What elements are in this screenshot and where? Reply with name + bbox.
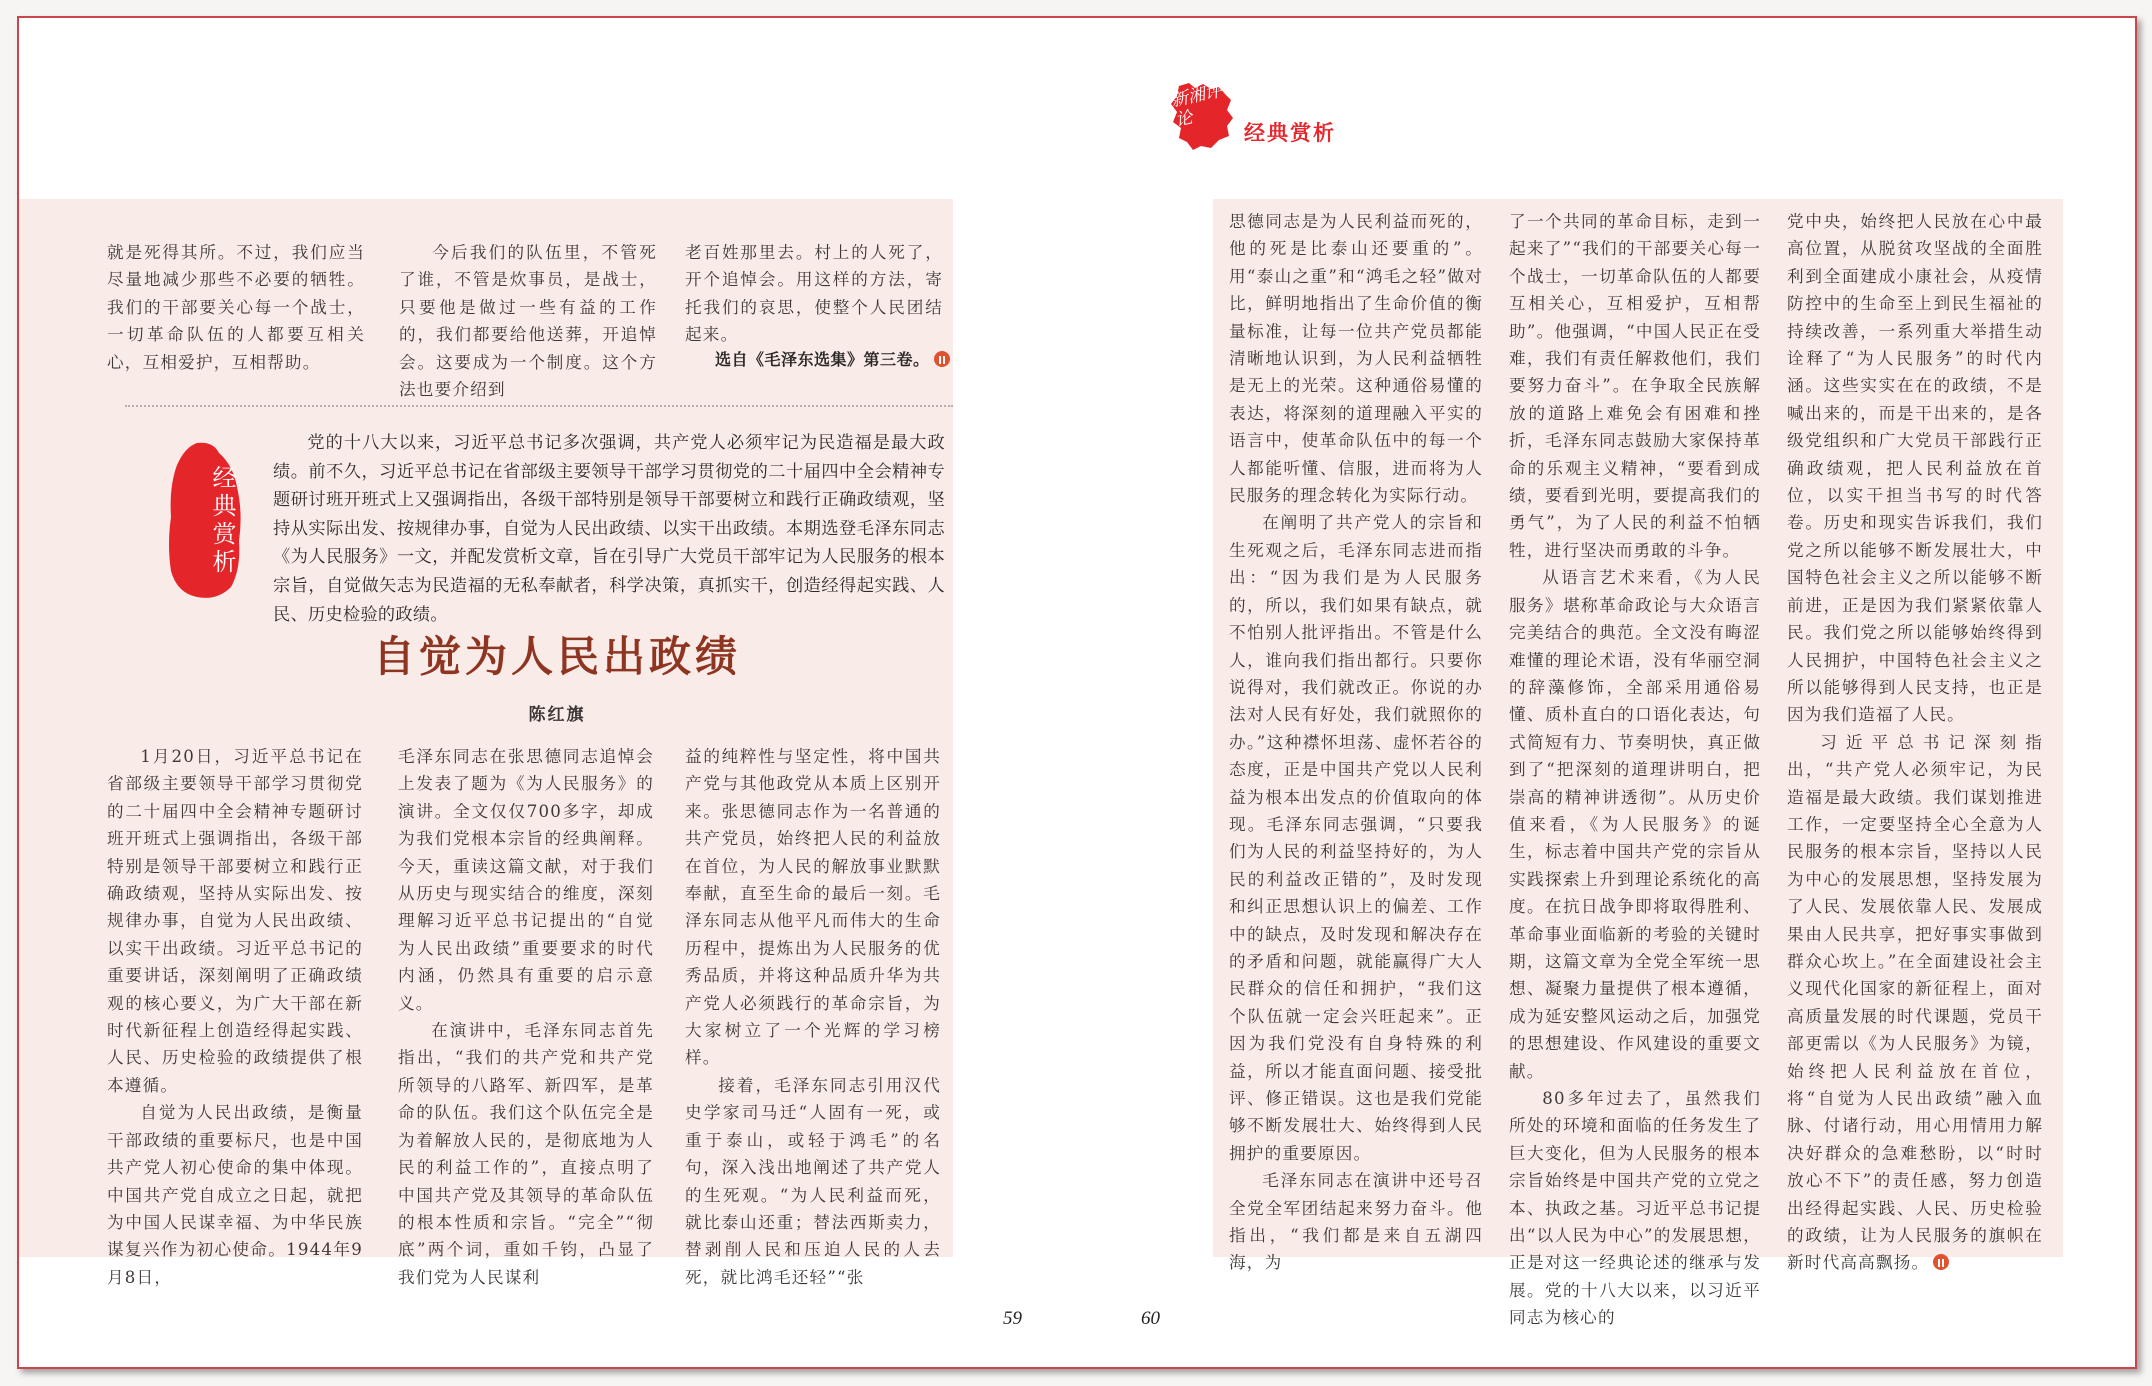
paragraph: 1月20日，习近平总书记在省部级主要领导干部学习贯彻党的二十届四中全会精神专题研讨班开班式上强调指出，各级干部特别是领导干部要树立和践行正确政绩观，坚持从实际出发、按规律办事，自觉为人民出政绩、以实干出政绩。习近平总书记的重要讲话，深刻阐明了正确政绩观的核心要义，为广大干部在新时代新征程上创造经得起实践、人民、历史检验的政绩提供了根本遵循。 <box>107 747 363 1095</box>
article-column-2 <box>398 743 654 1291</box>
quote-text: 就是死得其所。不过，我们应当尽量地减少那些不必要的牺牲。我们的干部要关心每一个战士，一切革命队伍的人都要互相关心，互相爱护，互相帮助。 <box>107 243 365 372</box>
paragraph: 了一个共同的革命目标，走到一起来了”“我们的干部要关心每一个战士，一切革命队伍的人都要互相关心，互相爱护，互相帮助”。他强调，“中国人民正在受难，我们有责任解救他们，我们要努力奋斗”。在争取全民族解放的道路上难免会有困难和挫折，毛泽东同志鼓励大家保持革命的乐观主义精神，“要看到成绩，要看到光明，要提高我们的勇气”，为了人民的利益不怕牺牲，进行坚决而勇敢的斗争。 <box>1509 212 1761 560</box>
magazine-spread <box>17 16 2137 1369</box>
paragraph: 自觉为人民出政绩，是衡量干部政绩的重要标尺，也是中国共产党人初心使命的集中体现。中国共产党自成立之日起，就把为中国人民谋幸福、为中华民族谋复兴作为初心使命。1944年9月8日， <box>107 1103 363 1287</box>
seal-text: 经典赏析 <box>208 465 236 577</box>
article-column-4 <box>1229 208 1483 1277</box>
article-author: 陈红旗 <box>528 705 586 725</box>
paragraph: 在阐明了共产党人的宗旨和生死观之后，毛泽东同志进而指出：“因为我们是为人民服务的，所以，我们如果有缺点，就不怕别人批评指出。不管是什么人，谁向我们指出都行。只要你说得对，我们就改正。你说的办法对人民有好处，我们就照你的办。”这种襟怀坦荡、虚怀若谷的态度，正是中国共产党以人民利益为根本出发点的价值取向的体现。毛泽东同志强调，“只要我们为人民的利益坚持好的，为人民的利益改正错的”，及时发现和纠正思想认识上的偏差、工作中的缺点，及时发现和解决存在的矛盾和问题，就能赢得广大人民群众的信任和拥护，“我们这个队伍就一定会兴旺起来”。正因为我们党没有自身特殊的利益，所以才能直面问题、接受批评、修正错误。这也是我们党能够不断发展壮大、始终得到人民拥护的重要原因。 <box>1229 513 1483 1163</box>
intro-text: 党的十八大以来，习近平总书记多次强调，共产党人必须牢记为民造福是最大政绩。前不久，习近平总书记在省部级主要领导干部学习贯彻党的二十届四中全会精神专题研讨班开班式上又强调指出，各级干部特别是领导干部要树立和践行正确政绩观，坚持从实际出发、按规律办事，自觉为人民出政绩、以实干出政绩。本期选登毛泽东同志《为人民服务》一文，并配发赏析文章，旨在引导广大党员干部牢记为人民服务的根本宗旨，自觉做矢志为民造福的无私奉献者，科学决策，真抓实干，创造经得起实践、人民、历史检验的政绩。 <box>273 433 945 625</box>
article-column-5 <box>1509 208 1761 1332</box>
quote-source <box>715 347 950 370</box>
quote-column-2 <box>399 239 657 403</box>
paragraph: 毛泽东同志在张思德同志追悼会上发表了题为《为人民服务》的演讲。全文仅仅700多字，却成为我们党根本宗旨的经典阐释。今天，重读这篇文献，对于我们从历史与现实结合的维度，深刻理解习近平总书记提出的“自觉为人民出政绩”重要要求的时代内涵，仍然具有重要的启示意义。 <box>398 747 654 1013</box>
quote-column-1 <box>107 239 365 376</box>
article-column-6 <box>1787 208 2043 1277</box>
article-column-1 <box>107 743 363 1291</box>
paragraph: 益的纯粹性与坚定性，将中国共产党与其他政党从本质上区别开来。张思德同志作为一名普通的共产党员，始终把人民的利益放在首位，为人民的解放事业默默奉献，直至生命的最后一刻。毛泽东同志从他平凡而伟大的生命历程中，提炼出为人民服务的优秀品质，并将这种品质升华为共产党人必须践行的革命宗旨，为大家树立了一个光辉的学习榜样。 <box>685 747 941 1068</box>
brand-script: 新湘评论 <box>1169 81 1224 131</box>
dotted-divider <box>125 405 953 407</box>
paragraph: 毛泽东同志在演讲中还号召全党全军团结起来努力奋斗。他指出，“我们都是来自五湖四海，为 <box>1229 1171 1483 1273</box>
quote-source-text: 选自《毛泽东选集》第三卷。 <box>715 350 930 369</box>
article-column-3 <box>685 743 941 1291</box>
page-number-right: 60 <box>1141 1308 1160 1329</box>
seal-stamp <box>167 441 243 601</box>
quote-text: 今后我们的队伍里，不管死了谁，不管是炊事员，是战士，只要他是做过一些有益的工作的，我们都要给他送葬，开追悼会。这要成为一个制度。这个方法也要介绍到 <box>399 243 657 400</box>
paragraph <box>1787 729 2043 1277</box>
paragraph: 80多年过去了，虽然我们所处的环境和面临的任务发生了巨大变化，但为人民服务的根本宗旨始终是中国共产党的立党之本、执政之基。习近平总书记提出“以人民为中心”的发展思想，正是对这一经典论述的继承与发展。党的十八大以来，以习近平同志为核心的 <box>1509 1089 1761 1328</box>
editor-intro <box>273 429 945 629</box>
column-logo <box>1137 65 1347 155</box>
paragraph: 党中央，始终把人民放在心中最高位置，从脱贫攻坚战的全面胜利到全面建成小康社会，从疫情防控中的生命至上到民生福祉的持续改善，一系列重大举措生动诠释了“为人民服务”的时代内涵。这些实实在在的政绩，不是喊出来的，而是干出来的，是各级党组织和广大党员干部践行正确政绩观，把人民利益放在首位，以实干担当书写的时代答卷。历史和现实告诉我们，我们党之所以能够不断发展壮大，中国特色社会主义之所以能够不断前进，正是因为我们紧紧依靠人民。我们党之所以能够始终得到人民拥护，中国特色社会主义之所以能够得到人民支持，也正是因为我们造福了人民。 <box>1787 212 2043 725</box>
section-label: 经典赏析 <box>1244 121 1336 145</box>
paragraph: 在演讲中，毛泽东同志首先指出，“我们的共产党和共产党所领导的八路军、新四军，是革命的队伍。我们这个队伍完全是为着解放人民的，是彻底地为人民的利益工作的”，直接点明了中国共产党及其领导的革命队伍的根本性质和宗旨。“完全”“彻底”两个词，重如千钧，凸显了我们党为人民谋利 <box>398 1021 654 1287</box>
quote-column-3 <box>685 239 943 349</box>
quote-text: 老百姓那里去。村上的人死了，开个追悼会。用这样的方法，寄托我们的哀思，使整个人民团结起来。 <box>685 243 943 345</box>
page-number-left: 59 <box>1003 1308 1022 1329</box>
end-mark-icon <box>934 351 950 367</box>
paragraph: 从语言艺术来看，《为人民服务》堪称革命政论与大众语言完美结合的典范。全文没有晦涩难懂的理论术语，没有华丽空洞的辞藻修饰，全部采用通俗易懂、质朴直白的口语化表达，句式简短有力、节奏明快，真正做到了“把深刻的道理讲明白，把崇高的精神讲透彻”。从历史价值来看，《为人民服务》的诞生，标志着中国共产党的宗旨从实践探索上升到理论系统化的高度。在抗日战争即将取得胜利、革命事业面临新的考验的关键时期，这篇文章为全党全军统一思想、凝聚力量提供了根本遵循，成为延安整风运动之后，加强党的思想建设、作风建设的重要文献。 <box>1509 568 1761 1081</box>
paragraph-text: 习近平总书记深刻指出，“共产党人必须牢记，为民造福是最大政绩。我们谋划推进工作，一定要坚持全心全意为人民服务的根本宗旨，坚持以人民为中心的发展思想，坚持发展为了人民、发展依靠人民、发展成果由人民共享，把好事实事做到群众心坎上。”在全面建设社会主义现代化国家的新征程上，面对高质量发展的时代课题，党员干部更需以《为人民服务》为镜，始终把人民利益放在首位，将“自觉为人民出政绩”融入血脉、付诸行动，用心用情用力解决好群众的急难愁盼，以“时时放心不下”的责任感，努力创造出经得起实践、人民、历史检验的政绩，让为人民服务的旗帜在新时代高高飘扬。 <box>1787 732 2043 1273</box>
paragraph: 思德同志是为人民利益而死的，他的死是比泰山还要重的”。用“泰山之重”和“鸿毛之轻”做对比，鲜明地指出了生命价值的衡量标准，让每一位共产党员都能清晰地认识到，为人民利益牺牲是无上的光荣。这种通俗易懂的表达，将深刻的道理融入平实的语言中，使革命队伍中的每一个人都能听懂、信服，进而将为人民服务的理念转化为实际行动。 <box>1229 212 1483 506</box>
end-mark-icon <box>1933 1254 1949 1270</box>
article-title: 自觉为人民出政绩 <box>372 632 741 681</box>
paragraph: 接着，毛泽东同志引用汉代史学家司马迁“人固有一死，或重于泰山，或轻于鸿毛”的名句，深入浅出地阐述了共产党人的生死观。“为人民利益而死，就比泰山还重；替法西斯卖力，替剥削人民和压迫人民的人去死，就比鸿毛还轻”“张 <box>685 1075 941 1287</box>
